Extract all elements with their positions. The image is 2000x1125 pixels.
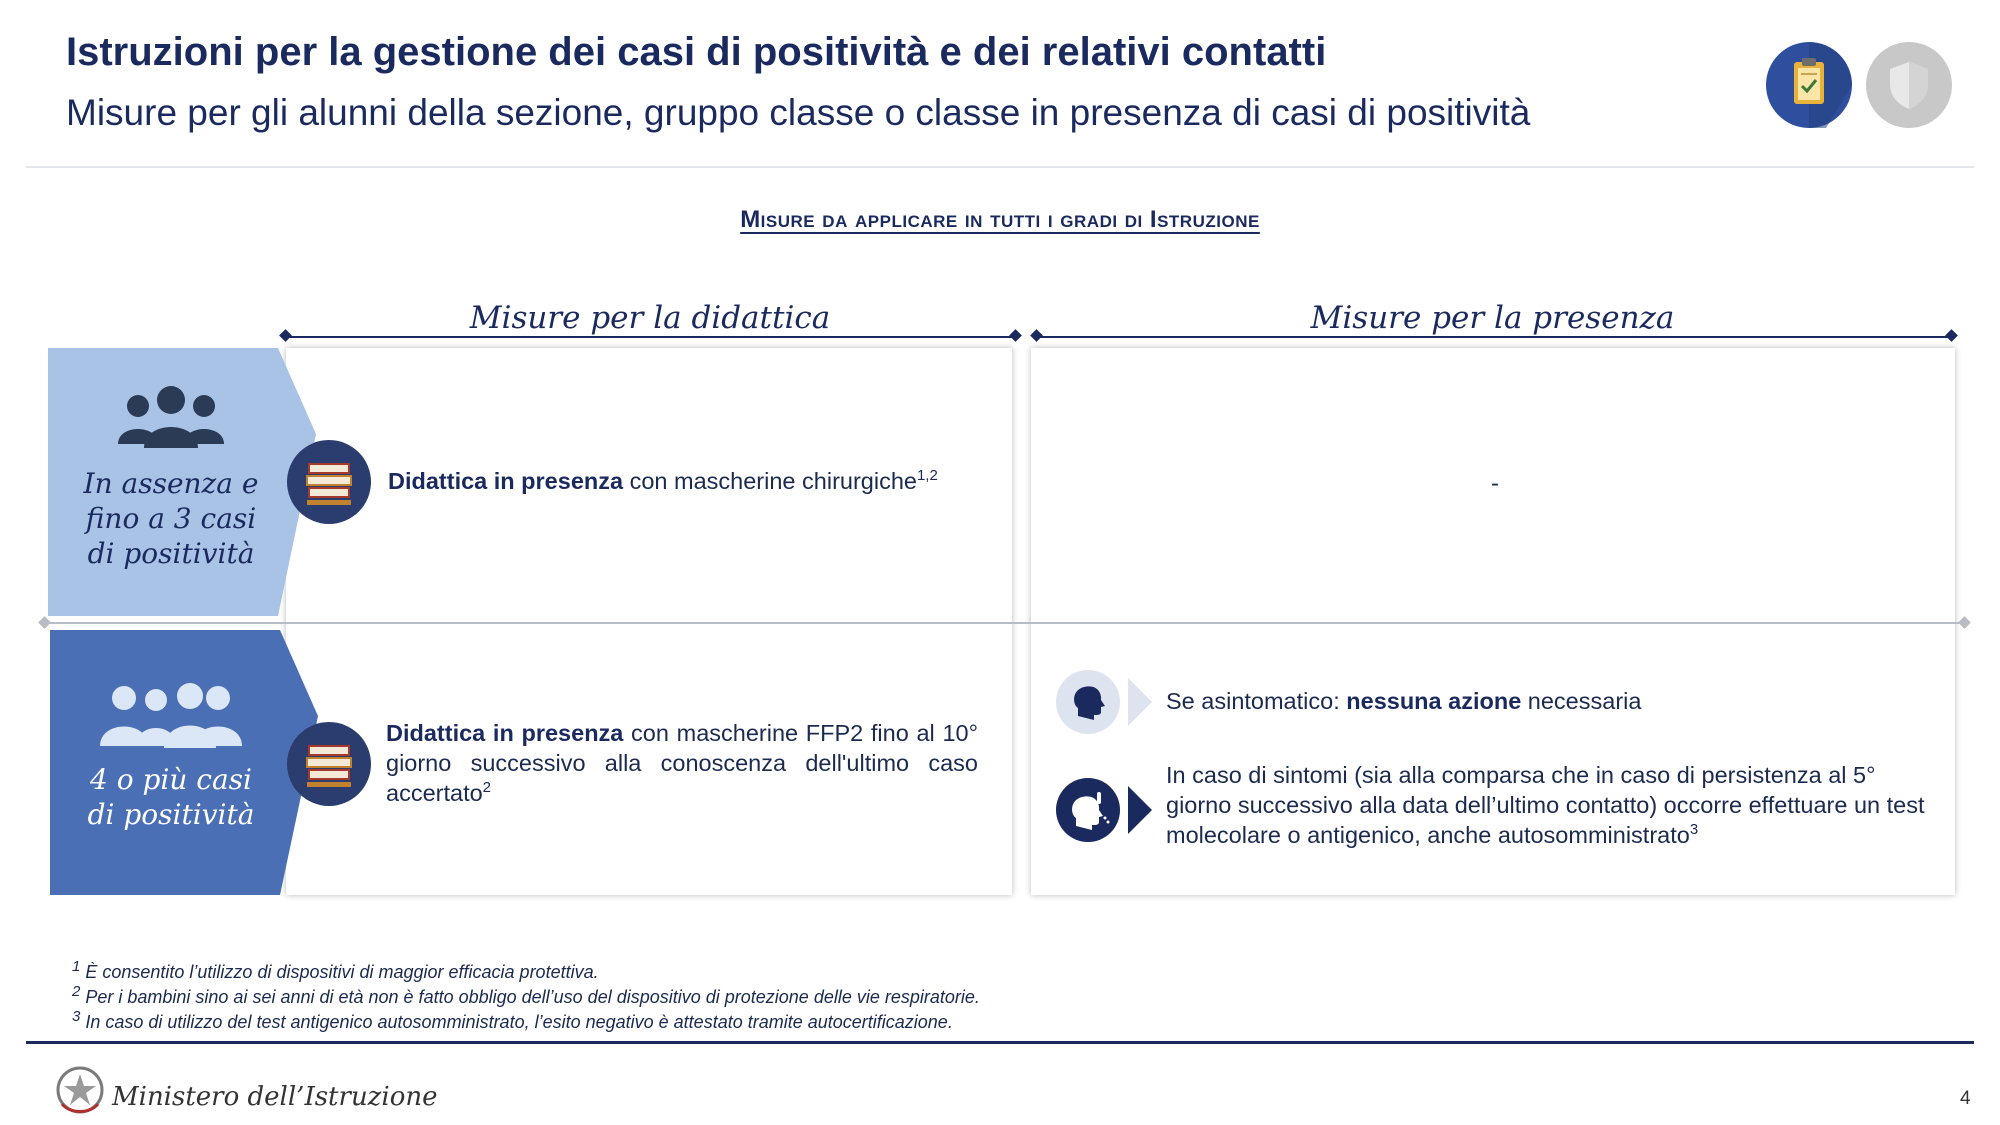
footer-divider — [26, 1041, 1974, 1044]
row-divider-marker — [38, 616, 51, 629]
column-rule-presenza — [1036, 336, 1952, 338]
books-icon — [287, 440, 371, 524]
people-group-icon — [116, 384, 226, 450]
page-subtitle: Misure per gli alunni della sezione, gruppo classe o classe in presenza di casi di positività — [66, 92, 1531, 133]
people-group-icon — [98, 676, 244, 750]
footnote-2: $^2$ Per i bambini sino ai sei anni di età non è fatto obbligo dell’uso del dispositivo di protezione delle vie respiratorie. — [72, 983, 980, 1007]
emblem-icon — [54, 1064, 106, 1116]
row1-didattica-text: Didattica in presenza con mascherine chirurgiche$^{1,2}$ — [388, 467, 938, 494]
row1-presenza-value: - — [1491, 470, 1499, 497]
person-fever-icon — [1056, 778, 1120, 842]
column-title-didattica: Misure per la didattica — [469, 300, 831, 336]
row-label-1: In assenza e fino a 3 casi di positività — [83, 467, 259, 570]
column-title-presenza: Misure per la presenza — [1310, 300, 1675, 336]
row-label-2: 4 o più casi di positività — [87, 763, 255, 831]
footnote-1: $^1$ È consentito l’utilizzo di dispositivi di maggior efficacia protettiva. — [72, 958, 599, 982]
header-divider — [26, 166, 1974, 168]
arrow-right-icon — [1128, 678, 1152, 726]
person-head-icon — [1056, 670, 1120, 734]
row-divider — [40, 622, 1968, 624]
symptomatic-text: In caso di sintomi (sia alla comparsa che in caso di persistenza al 5° giorno successivo alla data dell’ultimo contatto) occorre effettuare un test molecolare o antigenico, anche autosomministrato$^3$ — [1166, 762, 1925, 848]
asymptomatic-text: Se asintomatico: nessuna azione necessaria — [1166, 688, 1642, 714]
row-divider-marker — [1958, 616, 1971, 629]
ministry-name: Ministero dell’Istruzione — [112, 1082, 438, 1112]
clipboard-check-icon — [1766, 42, 1852, 128]
arrow-right-icon — [1128, 786, 1152, 834]
row2-didattica-text: Didattica in presenza con mascherine FFP2 fino al 10° giorno successivo alla conoscenza dell'ultimo caso accertato$^2$ — [386, 720, 978, 806]
page-number: 4 — [1960, 1088, 1971, 1109]
shield-icon — [1866, 42, 1952, 128]
column-rule-didattica — [285, 336, 1015, 338]
books-icon — [287, 722, 371, 806]
footnotes — [72, 960, 980, 1035]
section-title: Misure da applicare in tutti i gradi di Istruzione — [740, 206, 1260, 233]
footnote-3: $^3$ In caso di utilizzo del test antigenico autosomministrato, l’esito negativo è attestato tramite autocertificazione. — [72, 1008, 953, 1032]
page-title: Istruzioni per la gestione dei casi di positività e dei relativi contatti — [66, 30, 1327, 74]
